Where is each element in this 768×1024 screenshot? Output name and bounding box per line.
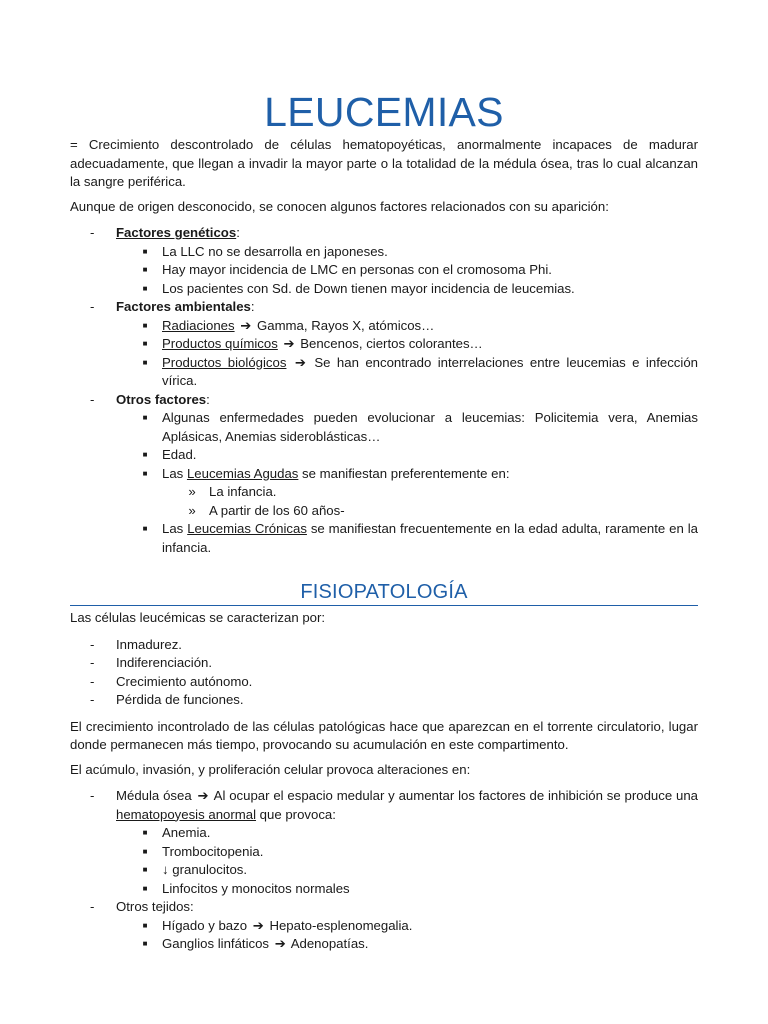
arrow-icon: ➔ (197, 788, 209, 803)
section-heading: FISIOPATOLOGÍA (300, 581, 468, 603)
term: hematopoyesis anormal (116, 806, 257, 822)
square-bullet-icon: ■ (142, 883, 148, 893)
list-item: » A partir de los 60 años- (70, 502, 698, 521)
square-bullet-icon: ■ (142, 524, 148, 533)
document-body (70, 88, 698, 954)
list-item: ■ Ganglios linfáticos ➔ Adenopatías. (70, 935, 698, 954)
dash-marker: - (90, 636, 95, 652)
list-item (70, 354, 698, 391)
list-item: ■ Trombocitopenia. (70, 843, 698, 862)
factor-ambientales: - Factores ambientales: ■ Radiaciones ➔ Gamma, Rayos X, atómicos… ■ Productos químicos ➔ Bencenos, ciertos colorantes… ■ Productos biológicos ➔ Se han encontrado interrelaciones entre leucemias e infección vírica. (70, 298, 698, 391)
factor-label: Factores ambientales (116, 299, 251, 314)
list-item: ■ La LLC no se desarrolla en japoneses. (70, 243, 698, 262)
square-bullet-icon: ■ (142, 413, 148, 422)
square-bullet-icon: ■ (142, 265, 148, 274)
dash-marker: - (90, 673, 95, 689)
square-bullet-icon: ■ (142, 846, 148, 856)
factor-label: Factores genéticos (116, 225, 237, 240)
intro-paragraph: Aunque de origen desconocido, se conocen algunos factores relacionados con su aparición: (70, 198, 609, 214)
square-bullet-icon: ■ (142, 283, 148, 293)
dash-marker: - (90, 692, 95, 707)
list-item: ■ ↓ granulocitos. (70, 861, 698, 880)
list-item (70, 317, 698, 336)
square-bullet-icon: ■ (142, 246, 148, 256)
list-item: ■ Hay mayor incidencia de LMC en personas con el cromosoma Phi. (70, 261, 698, 280)
dash-marker: - (90, 225, 95, 240)
list-item: ■ Algunas enfermedades pueden evolucionar a leucemias: Policitemia vera, Anemias Aplásicas, Anemias sideroblásticas… (70, 409, 698, 446)
list-item: - Indiferenciación. (70, 654, 698, 673)
factor-label: Otros factores (116, 391, 207, 407)
environmental-items (116, 317, 698, 391)
dash-marker: - (90, 655, 95, 670)
factor-geneticos: - Factores genéticos: ■ La LLC no se desarrolla en japoneses. ■ Hay mayor incidencia de LMC en personas con el cromosoma Phi. ■ Los pacientes con Sd. de Down tienen mayor incidencia de leucemias. (70, 224, 698, 298)
square-bullet-icon: ■ (142, 939, 148, 948)
square-bullet-icon: ■ (142, 920, 148, 930)
factor-otros: - Otros factores: ■ Algunas enfermedades pueden evolucionar a leucemias: Policitemia vera, Anemias Aplásicas, Anemias sideroblásticas… ■ Edad. ■ Las Leucemias Agudas se manifiestan preferentemente en: » La infancia. » A partir de los 60 años- ■ Las Leucemias Crónicas se manifiestan frecuentemente en la edad adulta, raramente en la infancia. (70, 391, 698, 558)
dash-marker: - (90, 899, 95, 914)
tissue-items (116, 917, 698, 954)
description: Gamma, Rayos X, atómicos… (256, 317, 435, 333)
medula-items (116, 824, 698, 898)
characteristics-list (70, 636, 698, 710)
term: Productos biológicos (162, 354, 287, 370)
list-item: - Inmadurez. (70, 636, 698, 655)
fisio-paragraph-2: El acúmulo, invasión, y proliferación celular provoca alteraciones en: (70, 761, 471, 777)
square-bullet-icon: ■ (142, 450, 148, 459)
square-bullet-icon: ■ (142, 828, 148, 837)
heading-divider (70, 605, 698, 606)
list-item: ■ Las Leucemias Agudas se manifiestan preferentemente en: » La infancia. » A partir de los 60 años- (70, 465, 698, 521)
genetic-items (116, 243, 698, 299)
list-item: ■ Edad. (70, 446, 698, 465)
definition-paragraph: = Crecimiento descontrolado de células hematopoyéticas, anormalmente incapaces de madurar adecuadamente, que llegan a invadir la mayor parte o la totalidad de la médula ósea, tras lo cual alcanzan la sangre periférica. (70, 137, 698, 189)
term: Radiaciones (162, 317, 235, 333)
square-bullet-icon: ■ (142, 339, 148, 348)
list-item: ■ Los pacientes con Sd. de Down tienen mayor incidencia de leucemias. (70, 280, 698, 299)
page-title: LEUCEMIAS (264, 89, 504, 135)
raquo-marker: » (188, 484, 196, 499)
list-item (70, 335, 698, 354)
square-bullet-icon: ■ (142, 865, 148, 874)
arrow-icon: ➔ (252, 917, 264, 933)
other-items (116, 409, 698, 557)
arrow-icon: ➔ (283, 336, 295, 351)
term: Productos químicos (162, 336, 278, 351)
acute-age-items (162, 483, 698, 520)
dash-marker: - (90, 391, 95, 407)
arrow-icon: ➔ (240, 317, 252, 333)
fisio-intro: Las células leucémicas se caracterizan por: (70, 610, 326, 625)
list-item: ■ Linfocitos y monocitos normales (70, 880, 698, 899)
raquo-marker: » (188, 502, 196, 518)
arrow-icon: ➔ (294, 354, 306, 370)
list-item: ■ Anemia. (70, 824, 698, 843)
dash-marker: - (90, 788, 95, 803)
alteration-medula: - Médula ósea ➔ Al ocupar el espacio medular y aumentar los factores de inhibición se produce una hematopoyesis anormal que provoca: ■ Anemia. ■ Trombocitopenia. ■ ↓ granulocitos. ■ Linfocitos y monocitos normales (70, 787, 698, 898)
list-item: - Pérdida de funciones. (70, 691, 698, 710)
term: Leucemias Agudas (186, 465, 299, 481)
square-bullet-icon: ■ (142, 320, 148, 330)
square-bullet-icon: ■ (142, 468, 148, 478)
alterations-list (70, 787, 698, 954)
list-item: ■ Las Leucemias Crónicas se manifiestan frecuentemente en la edad adulta, raramente en la infancia. (70, 520, 698, 557)
square-bullet-icon: ■ (142, 357, 148, 367)
fisio-paragraph-1: El crecimiento incontrolado de las células patológicas hace que aparezcan en el torrente circulatorio, lugar donde permanecen más tiempo, provocando su acumulación en este compartimento. (70, 718, 698, 752)
term: Leucemias Crónicas (187, 521, 307, 536)
list-item: » La infancia. (70, 483, 698, 502)
list-item: - Crecimiento autónomo. (70, 673, 698, 692)
alteration-otros-tejidos: - Otros tejidos: ■ Hígado y bazo ➔ Hepato-esplenomegalia. ■ Ganglios linfáticos ➔ Adenopatías. (70, 898, 698, 954)
description: Bencenos, ciertos colorantes… (300, 336, 483, 351)
arrow-icon: ➔ (274, 936, 286, 951)
factors-list (70, 224, 698, 557)
list-item: ■ Hígado y bazo ➔ Hepato-esplenomegalia. (70, 917, 698, 936)
description: Se han encontrado interrelaciones entre leucemias e infección vírica. (162, 354, 698, 388)
dash-marker: - (90, 299, 95, 314)
